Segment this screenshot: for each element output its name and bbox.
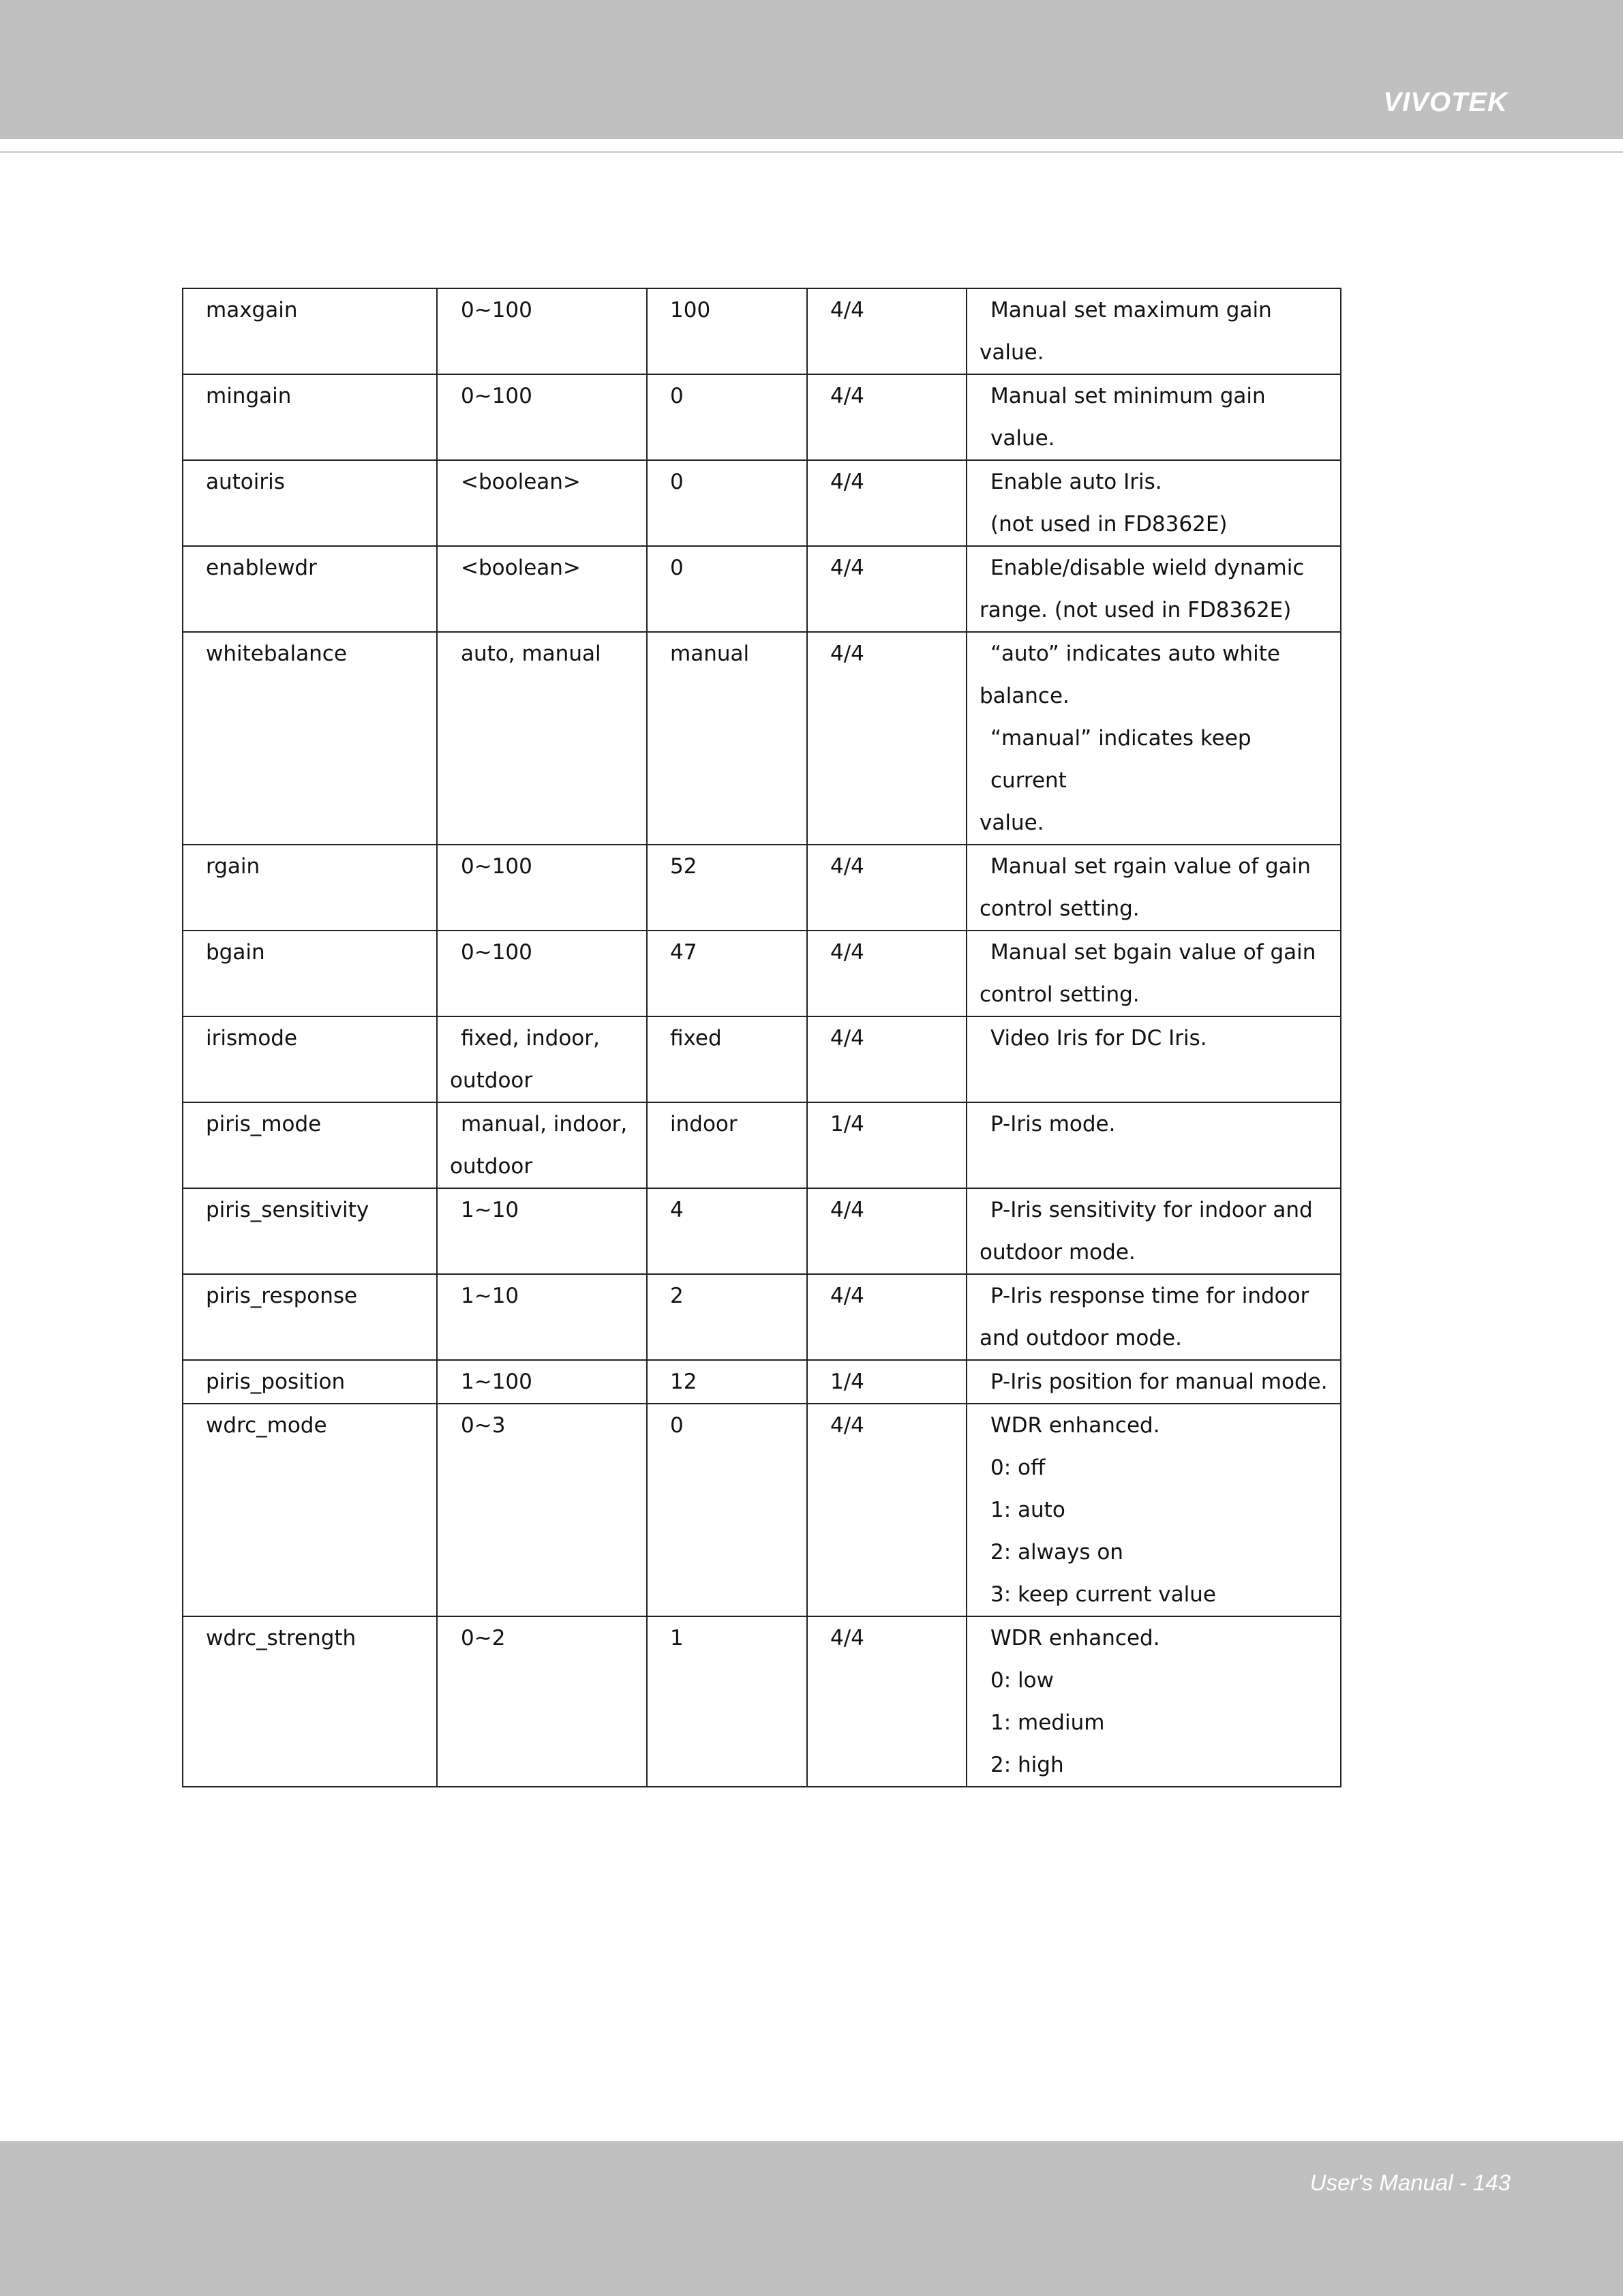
param-description-line: P-Iris sensitivity for indoor and xyxy=(990,1198,1313,1222)
param-description-line: Manual set rgain value of gain xyxy=(990,854,1311,879)
param-description-line: outdoor mode. xyxy=(980,1240,1136,1265)
table-row xyxy=(183,632,1341,845)
param-range-line: <boolean> xyxy=(461,470,581,494)
param-name-cell xyxy=(183,845,437,931)
param-default-cell xyxy=(647,1616,807,1787)
param-description-cell xyxy=(967,1016,1341,1102)
header-band xyxy=(0,0,1623,139)
param-default: 4 xyxy=(670,1198,684,1222)
param-range-cell xyxy=(437,288,647,374)
param-description-cell xyxy=(967,632,1341,845)
param-description-line: range. (not used in FD8362E) xyxy=(980,598,1292,622)
param-default-cell xyxy=(647,460,807,546)
table-row xyxy=(183,1102,1341,1188)
param-range-cell xyxy=(437,1188,647,1274)
param-description-cell xyxy=(967,1360,1341,1404)
param-description-line: WDR enhanced. xyxy=(990,1413,1160,1438)
param-range-cell xyxy=(437,845,647,931)
param-default-cell xyxy=(647,845,807,931)
table-row xyxy=(183,845,1341,931)
param-description-cell xyxy=(967,1102,1341,1188)
param-description-line: 0: low xyxy=(990,1668,1054,1693)
param-name: rgain xyxy=(206,854,260,879)
param-default-cell xyxy=(647,931,807,1016)
param-description-line: Enable auto Iris. xyxy=(990,470,1162,494)
param-default: 2 xyxy=(670,1284,684,1308)
param-name: piris_response xyxy=(206,1284,358,1308)
param-security: 4/4 xyxy=(830,1413,864,1438)
param-default-cell xyxy=(647,632,807,845)
param-description-cell xyxy=(967,1274,1341,1360)
param-name-cell xyxy=(183,1274,437,1360)
param-security-cell xyxy=(807,1016,967,1102)
param-description-line: Manual set maximum gain xyxy=(990,298,1272,322)
header-rule xyxy=(0,151,1623,153)
param-default: 0 xyxy=(670,556,684,580)
param-description-cell xyxy=(967,1404,1341,1616)
param-name: mingain xyxy=(206,384,292,408)
table-row xyxy=(183,460,1341,546)
param-range-line: 0~2 xyxy=(461,1626,506,1650)
param-default-cell xyxy=(647,1360,807,1404)
table-row xyxy=(183,1274,1341,1360)
param-description-line: control setting. xyxy=(980,896,1140,921)
footer-band xyxy=(0,2141,1623,2296)
param-range-line: 0~100 xyxy=(461,940,532,965)
param-range-line: 0~3 xyxy=(461,1413,506,1438)
param-description-line: value. xyxy=(980,340,1044,365)
param-description-cell xyxy=(967,460,1341,546)
param-description-line: 1: auto xyxy=(990,1498,1065,1522)
param-security-cell xyxy=(807,288,967,374)
param-security: 1/4 xyxy=(830,1112,864,1136)
param-default-cell xyxy=(647,546,807,632)
param-name: autoiris xyxy=(206,470,285,494)
param-range-line: 1~10 xyxy=(461,1284,519,1308)
param-security-cell xyxy=(807,1616,967,1787)
param-description-line: P-Iris response time for indoor xyxy=(990,1284,1309,1308)
param-range-cell xyxy=(437,460,647,546)
param-security: 4/4 xyxy=(830,298,864,322)
param-name-cell xyxy=(183,374,437,460)
param-default-cell xyxy=(647,1016,807,1102)
page-footer-label: User's Manual - 143 xyxy=(1309,2170,1511,2195)
param-range-cell xyxy=(437,546,647,632)
param-security-cell xyxy=(807,1360,967,1404)
param-range-line: outdoor xyxy=(450,1154,533,1179)
param-security-cell xyxy=(807,546,967,632)
param-default-cell xyxy=(647,374,807,460)
param-description-line: Manual set minimum gain value. xyxy=(990,384,1273,451)
param-description-line: 2: always on xyxy=(990,1540,1123,1565)
table-row xyxy=(183,1188,1341,1274)
param-range-cell xyxy=(437,931,647,1016)
param-default: 100 xyxy=(670,298,711,322)
param-description-line: value. xyxy=(980,811,1044,835)
param-name: irismode xyxy=(206,1026,298,1051)
param-description-line: P-Iris mode. xyxy=(990,1112,1116,1136)
table-row xyxy=(183,931,1341,1016)
param-name: maxgain xyxy=(206,298,298,322)
param-security-cell xyxy=(807,1102,967,1188)
param-range-line: 0~100 xyxy=(461,298,532,322)
param-default: 47 xyxy=(670,940,697,965)
param-description-line: 0: off xyxy=(990,1455,1046,1480)
param-name: bgain xyxy=(206,940,265,965)
param-description-line: “manual” indicates keep current xyxy=(990,726,1258,793)
param-range-line: manual, indoor, xyxy=(461,1112,628,1136)
param-security-cell xyxy=(807,632,967,845)
table-row xyxy=(183,374,1341,460)
param-range-cell xyxy=(437,1616,647,1787)
param-description-line: and outdoor mode. xyxy=(980,1326,1182,1350)
param-security-cell xyxy=(807,374,967,460)
param-range-cell xyxy=(437,1016,647,1102)
param-security: 4/4 xyxy=(830,470,864,494)
param-description-cell xyxy=(967,1188,1341,1274)
param-range-cell xyxy=(437,632,647,845)
param-security-cell xyxy=(807,845,967,931)
param-default-cell xyxy=(647,1188,807,1274)
param-security: 4/4 xyxy=(830,940,864,965)
param-description-line: balance. xyxy=(980,684,1070,708)
param-description-line: control setting. xyxy=(980,982,1140,1007)
param-description-line: (not used in FD8362E) xyxy=(990,512,1228,537)
param-name-cell xyxy=(183,288,437,374)
param-name-cell xyxy=(183,632,437,845)
param-range-line: 0~100 xyxy=(461,854,532,879)
param-range-line: 1~100 xyxy=(461,1370,532,1394)
param-range-cell xyxy=(437,374,647,460)
brand-logo-text: VIVOTEK xyxy=(1383,87,1508,117)
param-name-cell xyxy=(183,460,437,546)
param-name: piris_mode xyxy=(206,1112,322,1136)
table-row xyxy=(183,1616,1341,1787)
param-range-cell xyxy=(437,1360,647,1404)
table-row xyxy=(183,1404,1341,1616)
param-default: 52 xyxy=(670,854,697,879)
param-default: 0 xyxy=(670,1413,684,1438)
param-default: 1 xyxy=(670,1626,684,1650)
param-security: 4/4 xyxy=(830,556,864,580)
param-security-cell xyxy=(807,1404,967,1616)
param-security-cell xyxy=(807,460,967,546)
param-description-line: Enable/disable wield dynamic xyxy=(990,556,1305,580)
param-range-cell xyxy=(437,1274,647,1360)
parameter-table-body xyxy=(183,288,1341,1787)
param-range-line: auto, manual xyxy=(461,641,601,666)
table-row xyxy=(183,288,1341,374)
param-security: 4/4 xyxy=(830,1198,864,1222)
param-name: piris_sensitivity xyxy=(206,1198,369,1222)
param-name-cell xyxy=(183,1102,437,1188)
param-description-cell xyxy=(967,845,1341,931)
param-default: 0 xyxy=(670,384,684,408)
param-description-line: WDR enhanced. xyxy=(990,1626,1160,1650)
param-description-cell xyxy=(967,288,1341,374)
param-security: 1/4 xyxy=(830,1370,864,1394)
param-security-cell xyxy=(807,931,967,1016)
param-description-cell xyxy=(967,1616,1341,1787)
param-name: wdrc_mode xyxy=(206,1413,327,1438)
param-description-line: Manual set bgain value of gain xyxy=(990,940,1316,965)
param-name-cell xyxy=(183,1188,437,1274)
param-security: 4/4 xyxy=(830,641,864,666)
param-description-line: 3: keep current value xyxy=(990,1582,1216,1607)
table-row xyxy=(183,1016,1341,1102)
parameter-table xyxy=(182,288,1341,1787)
param-range-line: fixed, indoor, xyxy=(461,1026,600,1051)
param-default: indoor xyxy=(670,1112,738,1136)
param-default: manual xyxy=(670,641,750,666)
param-security: 4/4 xyxy=(830,1284,864,1308)
param-security: 4/4 xyxy=(830,854,864,879)
param-default-cell xyxy=(647,1274,807,1360)
param-security: 4/4 xyxy=(830,384,864,408)
param-default-cell xyxy=(647,1102,807,1188)
param-security: 4/4 xyxy=(830,1026,864,1051)
param-name: whitebalance xyxy=(206,641,347,666)
param-name-cell xyxy=(183,546,437,632)
param-range-line: 0~100 xyxy=(461,384,532,408)
param-default: fixed xyxy=(670,1026,722,1051)
param-description-cell xyxy=(967,931,1341,1016)
param-range-line: outdoor xyxy=(450,1068,533,1093)
param-security-cell xyxy=(807,1274,967,1360)
param-description-line: P-Iris position for manual mode. xyxy=(990,1370,1328,1394)
param-description-line: 1: medium xyxy=(990,1710,1105,1735)
param-description-cell xyxy=(967,374,1341,460)
param-range-cell xyxy=(437,1102,647,1188)
param-default: 12 xyxy=(670,1370,697,1394)
param-security-cell xyxy=(807,1188,967,1274)
table-row xyxy=(183,1360,1341,1404)
param-name: wdrc_strength xyxy=(206,1626,357,1650)
param-description-cell xyxy=(967,546,1341,632)
param-default-cell xyxy=(647,1404,807,1616)
table-row xyxy=(183,546,1341,632)
param-name-cell xyxy=(183,1616,437,1787)
param-name-cell xyxy=(183,931,437,1016)
param-default-cell xyxy=(647,288,807,374)
param-name: piris_position xyxy=(206,1370,346,1394)
param-name-cell xyxy=(183,1404,437,1616)
param-default: 0 xyxy=(670,470,684,494)
param-description-line: Video Iris for DC Iris. xyxy=(990,1026,1207,1051)
param-security: 4/4 xyxy=(830,1626,864,1650)
param-range-line: 1~10 xyxy=(461,1198,519,1222)
param-range-cell xyxy=(437,1404,647,1616)
param-description-line: “auto” indicates auto white xyxy=(990,641,1280,666)
param-range-line: <boolean> xyxy=(461,556,581,580)
param-name-cell xyxy=(183,1016,437,1102)
param-name-cell xyxy=(183,1360,437,1404)
param-description-line: 2: high xyxy=(990,1753,1064,1777)
param-name: enablewdr xyxy=(206,556,317,580)
